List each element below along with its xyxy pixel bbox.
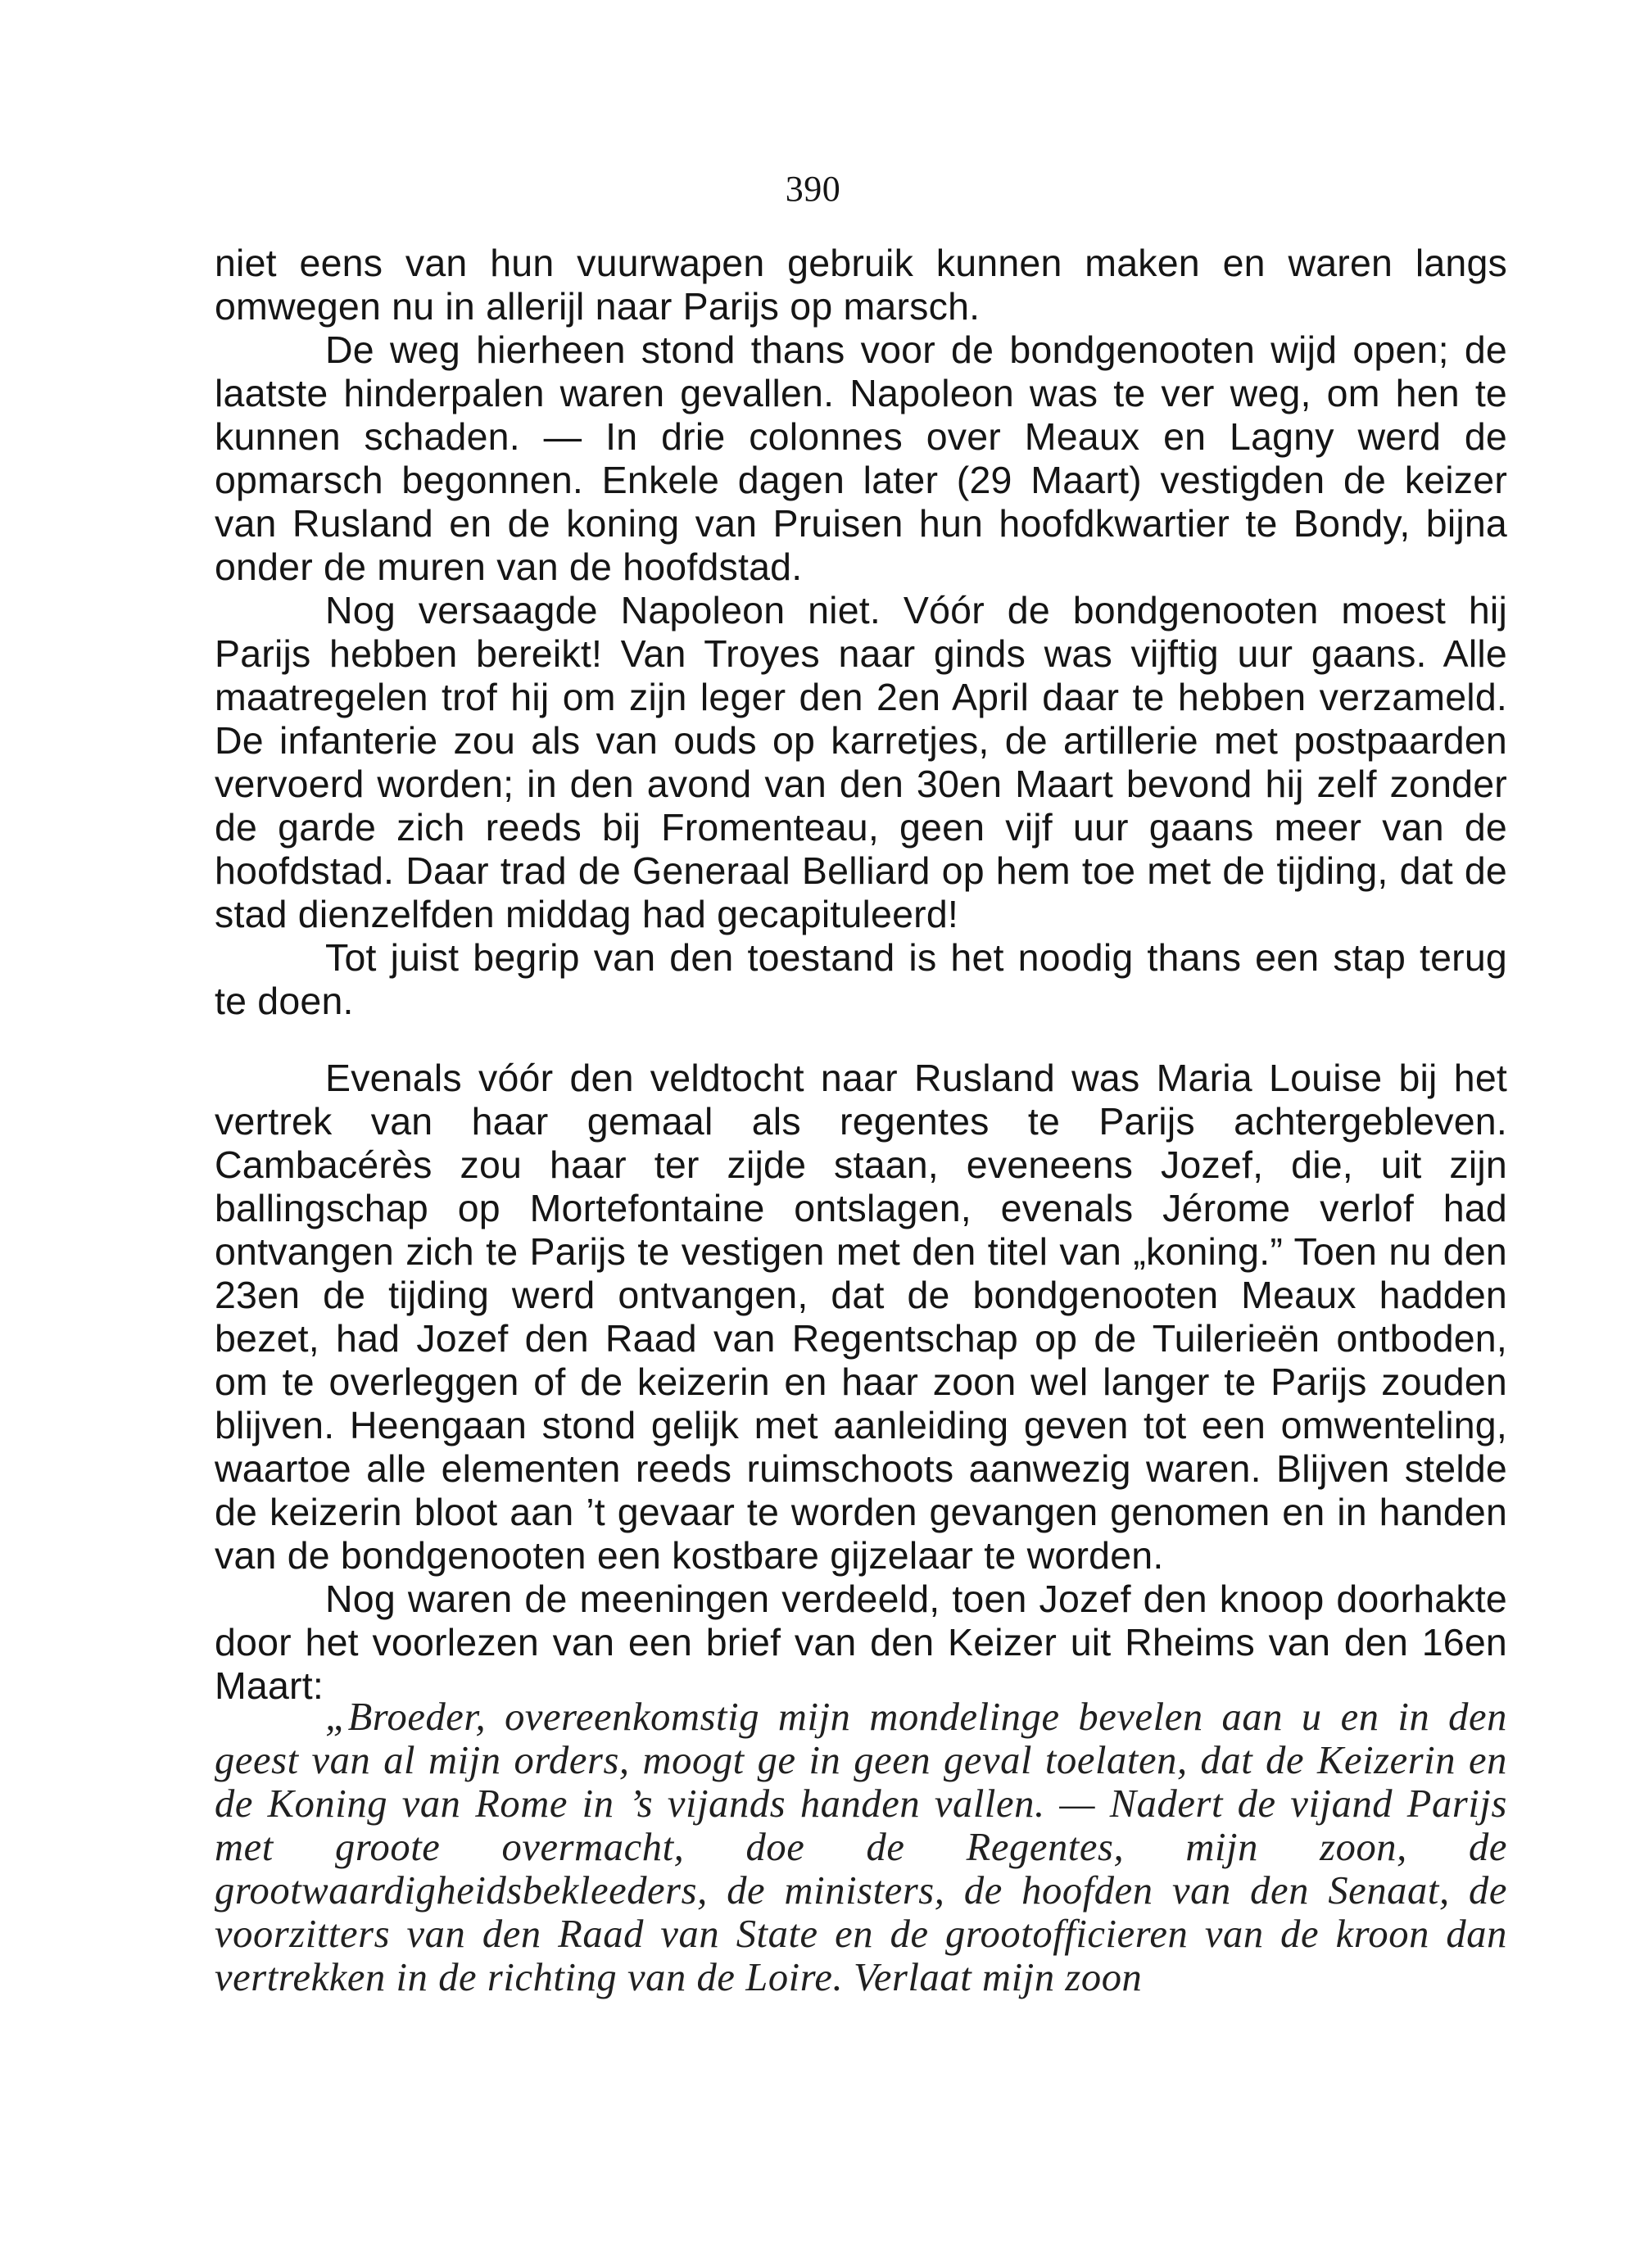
paragraph-allied-advance: De weg hierheen stond thans voor de bondgenooten wijd open; de laatste hinderpalen waren gevallen. Napoleon was te ver weg, om hen te kunnen schaden. — In drie colonnes over Meaux en Lagny werd de opmarsch begonnen. Enkele dagen later (29 Maart) vestigden de keizer van Rusland en de koning van Pruisen hun hoofdkwartier te Bondy, bijna onder de muren van de hoofdstad.: [215, 328, 1507, 588]
letter-quote: „Broeder, overeenkomstig mijn mondelinge bevelen aan u en in den geest van al mijn orders, moogt ge in geen geval toelaten, dat de Keizerin en de Koning van Rome in ’s vijands handen vallen. — Nadert de vijand Parijs met groote overmacht, doe de Regentes, mijn zoon, de grootwaardigheidsbekleeders, de ministers, de hoofden van den Senaat, de voorzitters van den Raad van State en de grootofficieren van de kroon dan vertrekken in de richting van de Loire. Verlaat mijn zoon: [215, 1695, 1507, 1999]
letter-block: [215, 1695, 1507, 1999]
text-block-middle: [215, 1057, 1507, 1708]
paragraph-continuation: niet eens van hun vuurwapen gebruik kunnen maken en waren langs omwegen nu in allerijl naar Parijs op marsch.: [215, 242, 1507, 328]
page-number: 390: [785, 169, 841, 209]
paragraph-maria-louise: Evenals vóór den veldtocht naar Rusland was Maria Louise bij het vertrek van haar gemaal als regentes te Parijs achtergebleven. Cambacérès zou haar ter zijde staan, eveneens Jozef, die, uit zijn ballingschap op Mortefontaine ontslagen, evenals Jérome verlof had ontvangen zich te Parijs te vestigen met den titel van „koning.” Toen nu den 23en de tijding werd ontvangen, dat de bondgenooten Meaux hadden bezet, had Jozef den Raad van Regentschap op de Tuilerieën ontboden, om te overleggen of de keizerin en haar zoon wel langer te Parijs zouden blijven. Heengaan stond gelijk met aanleiding geven tot een omwenteling, waartoe alle elementen reeds ruimschoots aanwezig waren. Blijven stelde de keizerin bloot aan ’t gevaar te worden gevangen genomen en in handen van de bondgenooten een kostbare gijzelaar te worden.: [215, 1057, 1507, 1577]
text-block-top: [215, 242, 1507, 1023]
paragraph-napoleon-march: Nog versaagde Napoleon niet. Vóór de bondgenooten moest hij Parijs hebben bereikt! Van Troyes naar ginds was vijftig uur gaans. Alle maatregelen trof hij om zijn leger den 2en April daar te hebben verzameld. De infanterie zou als van ouds op karretjes, de artillerie met postpaarden vervoerd worden; in den avond van den 30en Maart bevond hij zelf zonder de garde zich reeds bij Fromenteau, geen vijf uur gaans meer van de hoofdstad. Daar trad de Generaal Belliard op hem toe met de tijding, dat de stad dienzelfden middag had gecapituleerd!: [215, 589, 1507, 935]
paragraph-jozef-letter: Nog waren de meeningen verdeeld, toen Jozef den knoop doorhakte door het voorlezen van een brief van den Keizer uit Rheims van den 16en Maart:: [215, 1578, 1507, 1707]
paragraph-transition: Tot juist begrip van den toestand is het noodig thans een stap terug te doen.: [215, 936, 1507, 1022]
